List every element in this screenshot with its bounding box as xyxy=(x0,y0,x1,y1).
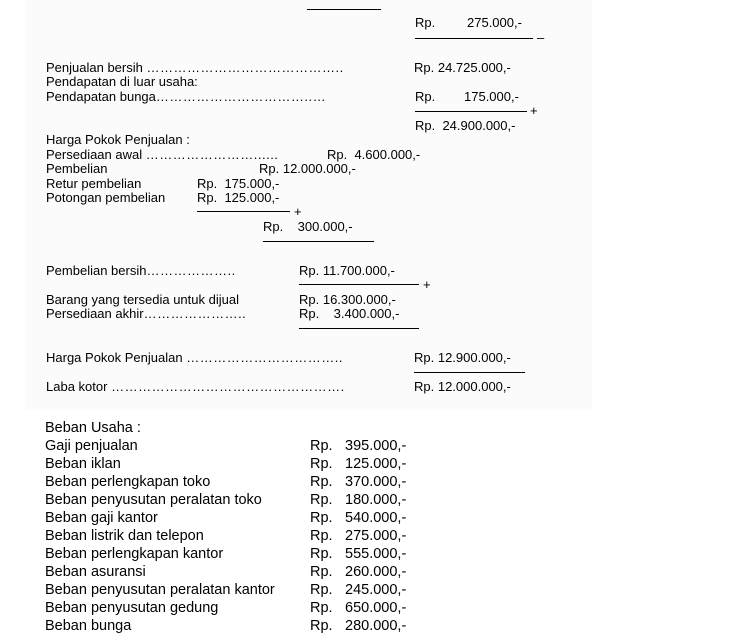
barang-tersedia-label: Barang yang tersedia untuk dijual xyxy=(46,292,239,307)
beban-label: Beban listrik dan telepon xyxy=(45,528,204,544)
potongan-pembelian-value: Rp. 125.000,- xyxy=(197,190,280,205)
beban-currency: Rp. xyxy=(310,438,333,454)
penjualan-bersih-value: Rp. 24.725.000,- xyxy=(414,60,511,75)
hpp-total-row xyxy=(46,350,343,365)
hpp-header: Harga Pokok Penjualan : xyxy=(46,132,190,147)
beban-currency: Rp. xyxy=(310,510,333,526)
rule-hpp-total xyxy=(414,372,525,373)
beban-currency: Rp. xyxy=(310,582,333,598)
pendapatan-bunga-label: Pendapatan bunga xyxy=(46,89,156,104)
beban-label: Beban asuransi xyxy=(45,564,146,580)
plus-sign: + xyxy=(423,277,431,292)
laba-kotor-label: Laba kotor xyxy=(46,379,108,394)
rule-top-amount xyxy=(415,38,533,39)
beban-value: 370.000,- xyxy=(345,474,407,490)
pembelian-bersih-label: Pembelian bersih xyxy=(46,263,147,278)
rule-persediaan-akhir xyxy=(299,328,419,329)
beban-currency: Rp. xyxy=(310,474,333,490)
beban-label: Beban perlengkapan kantor xyxy=(45,546,224,562)
pendapatan-bunga-value: 175.000,- xyxy=(464,89,519,104)
rule-top-partial xyxy=(307,9,381,10)
beban-currency: Rp. xyxy=(310,618,333,634)
leader-dots: …………………………………….. xyxy=(146,60,344,75)
beban-label: Gaji penjualan xyxy=(45,438,138,454)
retur-pembelian-label: Retur pembelian xyxy=(46,176,142,191)
pendapatan-luar-label: Pendapatan di luar usaha: xyxy=(46,74,198,89)
hpp-total-label: Harga Pokok Penjualan xyxy=(46,350,183,365)
beban-label: Beban iklan xyxy=(45,456,121,472)
pendapatan-bunga-currency: Rp. xyxy=(415,89,436,104)
beban-currency: Rp. xyxy=(310,546,333,562)
top-amount-currency: Rp. xyxy=(415,15,436,30)
beban-label: Beban penyusutan gedung xyxy=(45,600,219,616)
beban-currency: Rp. xyxy=(310,600,333,616)
plus-sign: + xyxy=(530,103,538,118)
potongan-pembelian-label: Potongan pembelian xyxy=(46,190,166,205)
pembelian-bersih-value: Rp. 11.700.000,- xyxy=(299,263,395,278)
beban-currency: Rp. xyxy=(310,492,333,508)
top-amount-value: 275.000,- xyxy=(467,15,522,30)
persediaan-akhir-label: Persediaan akhir xyxy=(46,306,144,321)
rule-pembelian-bersih xyxy=(299,284,419,285)
pembelian-value: Rp. 12.000.000,- xyxy=(259,161,356,176)
leader-dots: ……………….. xyxy=(146,263,236,278)
beban-usaha-header: Beban Usaha : xyxy=(45,420,141,436)
laba-kotor-value: Rp. 12.000.000,- xyxy=(414,379,511,394)
beban-value: 180.000,- xyxy=(345,492,407,508)
beban-value: 125.000,- xyxy=(345,456,407,472)
beban-value: 275.000,- xyxy=(345,528,407,544)
beban-currency: Rp. xyxy=(310,528,333,544)
persediaan-akhir-value: Rp. 3.400.000,- xyxy=(299,306,400,321)
rule-subtotal xyxy=(263,241,374,242)
leader-dots: …………………………….. xyxy=(186,350,343,365)
rule-pendapatan xyxy=(415,111,527,112)
persediaan-awal-row xyxy=(46,147,278,162)
plus-sign: + xyxy=(294,204,302,219)
beban-value: 280.000,- xyxy=(345,618,407,634)
pembelian-bersih-row xyxy=(46,263,236,278)
leader-dots: ……………………...... xyxy=(145,147,279,162)
beban-label: Beban penyusutan peralatan toko xyxy=(45,492,262,508)
beban-value: 650.000,- xyxy=(345,600,407,616)
pendapatan-bunga-row xyxy=(46,89,326,104)
penjualan-bersih-label: Penjualan bersih xyxy=(46,60,143,75)
beban-value: 555.000,- xyxy=(345,546,407,562)
subtotal-potongan-value: Rp. 300.000,- xyxy=(263,219,353,234)
beban-value: 245.000,- xyxy=(345,582,407,598)
total-pendapatan-value: Rp. 24.900.000,- xyxy=(415,118,516,133)
persediaan-awal-value: Rp. 4.600.000,- xyxy=(327,147,421,162)
beban-value: 260.000,- xyxy=(345,564,407,580)
beban-label: Beban gaji kantor xyxy=(45,510,158,526)
leader-dots: ………………….. xyxy=(143,306,247,321)
minus-sign: – xyxy=(537,30,545,45)
beban-label: Beban bunga xyxy=(45,618,132,634)
penjualan-bersih-row xyxy=(46,60,344,75)
leader-dots: ……………………………………………. xyxy=(111,379,345,394)
persediaan-akhir-row xyxy=(46,306,246,321)
retur-pembelian-value: Rp. 175.000,- xyxy=(197,176,280,191)
laba-kotor-row xyxy=(46,379,345,394)
beban-currency: Rp. xyxy=(310,564,333,580)
rule-potongan xyxy=(197,211,290,212)
leader-dots: ……………………………..… xyxy=(155,89,327,104)
beban-label: Beban penyusutan peralatan kantor xyxy=(45,582,275,598)
beban-label: Beban perlengkapan toko xyxy=(45,474,211,490)
barang-tersedia-value: Rp. 16.300.000,- xyxy=(299,292,396,307)
hpp-total-value: Rp. 12.900.000,- xyxy=(414,350,511,365)
beban-value: 540.000,- xyxy=(345,510,407,526)
pembelian-label: Pembelian xyxy=(46,161,108,176)
persediaan-awal-label: Persediaan awal xyxy=(46,147,143,162)
beban-currency: Rp. xyxy=(310,456,333,472)
beban-value: 395.000,- xyxy=(345,438,407,454)
